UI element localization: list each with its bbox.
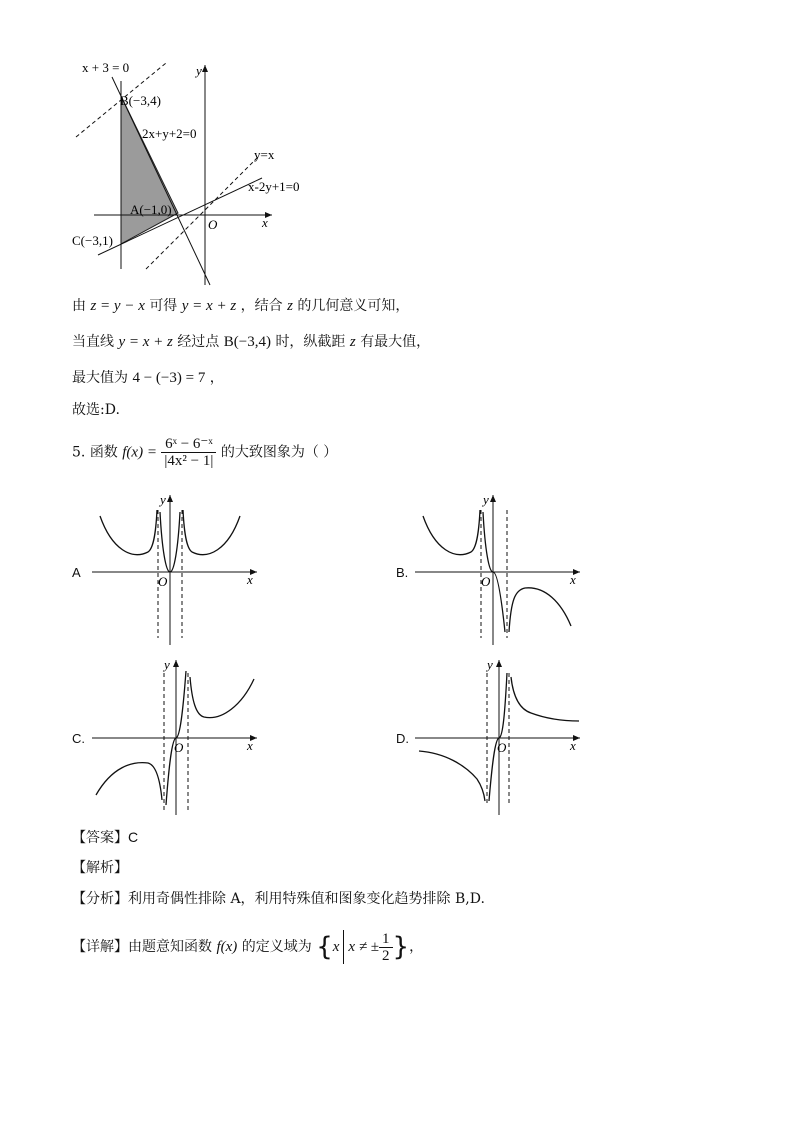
function-fraction: $\frac{\text{6ˣ − 6⁻ˣ}}{\text{|4x² − 1|}}$ — [161, 436, 216, 469]
curve-right — [509, 588, 571, 632]
curve-right — [511, 677, 579, 721]
feasible-region-figure — [62, 55, 322, 290]
label-o: O — [158, 574, 168, 589]
option-b-label[interactable]: B. — [396, 565, 409, 580]
label-y: y — [160, 492, 166, 507]
question-number: 5. — [72, 444, 86, 461]
y-axis-arrow — [173, 660, 179, 667]
label-line-2xy: 2x+y+2=0 — [142, 126, 197, 141]
option-a-graph[interactable] — [92, 490, 262, 650]
solution-line-4: 故选:D. — [72, 402, 120, 418]
label-line-x3: x + 3 = 0 — [82, 60, 130, 75]
option-a-label[interactable]: A — [72, 565, 81, 580]
label-axis-x: x — [262, 215, 268, 230]
y-axis-arrow — [496, 660, 502, 667]
solution-line-3: 最大值为 4 − (−3) = 7 ， — [72, 370, 224, 386]
solution-line-1: 由 z = y − x 可得 y = x + z ，结合 z 的几何意义可知， — [72, 298, 410, 314]
y-axis-arrow — [167, 495, 173, 502]
curve-right — [183, 510, 240, 555]
label-point-a: A(−1,0) — [130, 202, 172, 217]
option-c-graph[interactable] — [92, 655, 262, 820]
label-x: x — [570, 738, 576, 753]
label-o: O — [497, 740, 507, 755]
curve-left — [100, 510, 157, 555]
option-b-graph[interactable] — [415, 490, 585, 650]
option-c-label[interactable]: C. — [72, 731, 85, 746]
label-y: y — [487, 657, 493, 672]
curve-left — [96, 763, 162, 800]
y-axis-arrow — [490, 495, 496, 502]
question-5: 5. 函数 f(x) = $\frac{\text{6ˣ − 6⁻ˣ}}{\text{|4x² − 1|}}$ 的大致图象为（ ） — [72, 436, 338, 469]
math-z-eq: z = y − x — [90, 298, 145, 314]
label-o: O — [481, 574, 491, 589]
label-x: x — [570, 572, 576, 587]
y-axis-arrow — [202, 65, 208, 72]
label-origin: O — [208, 217, 218, 232]
label-point-c: C(−3,1) — [72, 233, 113, 248]
label-x: x — [247, 738, 253, 753]
label-y: y — [483, 492, 489, 507]
label-point-b: B(−3,4) — [120, 93, 161, 108]
fenxi-tag: 【分析】 — [72, 891, 128, 907]
set-open-brace: { — [316, 932, 333, 962]
set-fraction: $\frac{1}{2}$ — [379, 931, 393, 964]
option-d-label[interactable]: D. — [396, 731, 409, 746]
curve-right — [190, 677, 254, 718]
answer-line — [72, 828, 138, 847]
fenxi-line: 【分析】利用奇偶性排除 A，利用特殊值和图象变化趋势排除 B,D. — [72, 891, 485, 907]
label-x: x — [247, 572, 253, 587]
detail-line: 【详解】由题意知函数 f(x) 的定义域为 {x x ≠ ± $\frac{1}{2}$ }， — [72, 930, 424, 964]
label-axis-y: y — [196, 63, 202, 78]
analysis-tag: 【解析】 — [72, 860, 128, 876]
curve-middle — [489, 673, 507, 801]
answer-tag: 【答案】 — [72, 830, 128, 846]
label-line-yx: y=x — [254, 147, 275, 162]
detail-tag: 【详解】 — [72, 939, 128, 955]
option-d-graph[interactable] — [415, 655, 585, 820]
math-y-eq: y = x + z — [181, 298, 237, 314]
curve-left — [419, 751, 485, 801]
curve-left — [423, 510, 480, 555]
answer-value: C — [128, 829, 139, 845]
set-close-brace: } — [392, 932, 410, 962]
set-bar — [343, 930, 344, 964]
label-o: O — [174, 740, 184, 755]
solution-line-2: 当直线 y = x + z 经过点 B(−3,4) 时，纵截距 z 有最大值， — [72, 334, 431, 350]
label-y: y — [164, 657, 170, 672]
label-line-x2y: x-2y+1=0 — [248, 179, 300, 194]
